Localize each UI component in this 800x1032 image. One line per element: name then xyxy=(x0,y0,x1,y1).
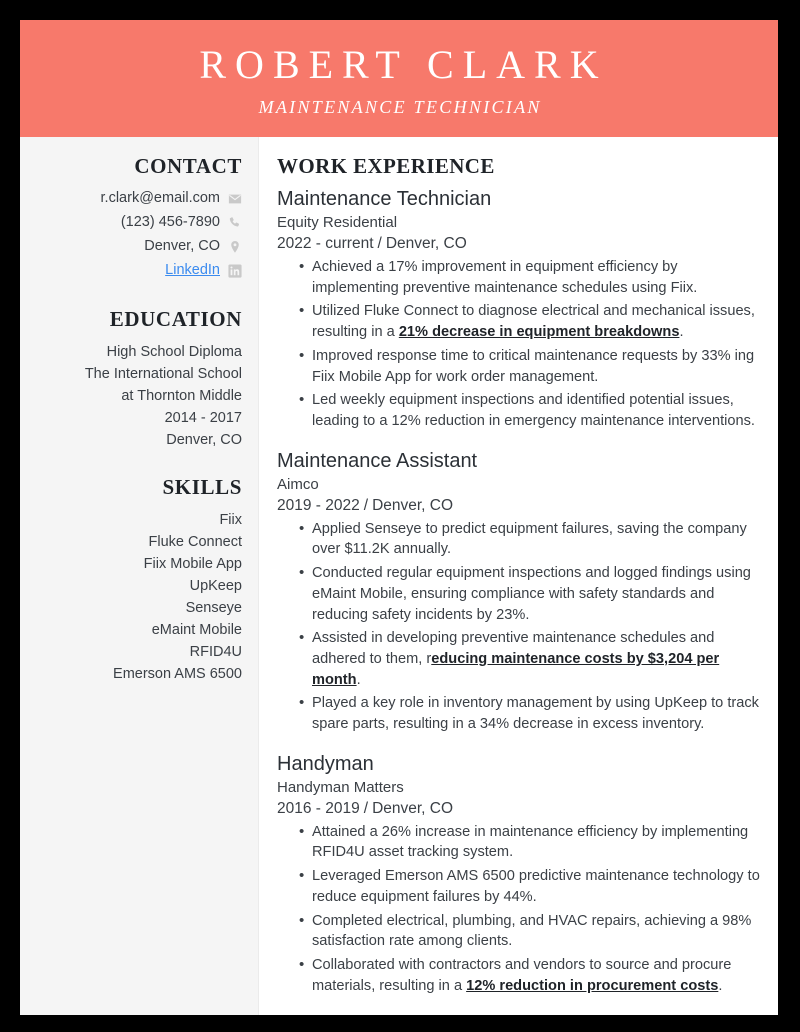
job-bullet xyxy=(299,693,766,734)
education-heading: EDUCATION xyxy=(109,307,242,332)
highlighted-achievement: 21% decrease in equipment breakdowns xyxy=(398,324,680,341)
education-list xyxy=(30,341,242,451)
skills-list xyxy=(30,509,242,685)
job-meta xyxy=(277,798,766,820)
job-meta-separator: / xyxy=(363,800,369,818)
job-meta xyxy=(277,495,766,517)
education-line: The International School xyxy=(84,366,242,383)
bullet-text: . xyxy=(356,671,361,688)
job-bullet xyxy=(299,346,766,387)
resume-page xyxy=(20,20,778,1015)
job-title: Maintenance Assistant xyxy=(277,449,478,472)
contact-item xyxy=(30,236,242,257)
skill-item: Fluke Connect xyxy=(148,534,242,551)
contact-value: (123) 456-7890 xyxy=(120,214,220,231)
job-dates: 2016 - 2019 xyxy=(277,800,360,818)
phone-icon xyxy=(228,216,242,230)
skill-item: RFID4U xyxy=(189,644,242,661)
job-company: Equity Residential xyxy=(277,214,398,231)
job-entry xyxy=(277,751,766,997)
job-bullet xyxy=(299,519,766,560)
job-location: Denver, CO xyxy=(372,800,454,818)
bullet-text: Played a key role in inventory management by using UpKeep to track spare parts, resulting in a 34% decrease in excess inventory. xyxy=(312,695,759,733)
job-meta xyxy=(277,233,766,255)
skill-item: Fiix Mobile App xyxy=(143,556,242,573)
contact-item xyxy=(30,212,242,233)
job-company: Aimco xyxy=(277,475,319,493)
bullet-text: Led weekly equipment inspections and identified potential issues, leading to a 12% reduction in emergency maintenance interventions. xyxy=(312,392,755,429)
bullet-text: Utilized Fluke Connect to diagnose electrical and mechanical issues, resulting in a xyxy=(312,303,755,341)
job-bullet-list xyxy=(277,519,766,735)
contact-item xyxy=(30,188,242,209)
job-company: Handyman Matters xyxy=(277,778,404,796)
job-bullet xyxy=(299,911,766,952)
contact-item[interactable] xyxy=(30,260,242,281)
candidate-name: ROBERT CLARK xyxy=(199,41,608,87)
bullet-text: Assisted in developing preventive maintenance schedules and adhered to them, r xyxy=(312,630,715,667)
highlighted-achievement: 12% reduction in procurement costs xyxy=(466,977,719,994)
bullet-text: Collaborated with contractors and vendors to source and procure materials, resulting in a xyxy=(312,957,732,994)
job-bullet xyxy=(299,955,766,996)
job-bullet xyxy=(299,390,766,431)
job-bullet xyxy=(299,822,766,863)
bullet-text: Achieved a 17% improvement in equipment efficiency by implementing preventive maintenance schedules using Fiix. xyxy=(312,258,698,296)
job-bullet xyxy=(299,628,766,690)
skill-item: UpKeep xyxy=(189,578,242,595)
skills-heading: SKILLS xyxy=(162,475,242,500)
job-entry xyxy=(277,448,766,735)
contact-heading: CONTACT xyxy=(134,154,242,178)
job-bullet-list xyxy=(277,822,766,997)
job-bullet xyxy=(299,257,766,298)
bullet-text: . xyxy=(679,324,684,341)
job-title: Maintenance Technician xyxy=(277,188,492,210)
job-meta-separator: / xyxy=(377,235,382,253)
job-dates: 2022 - current xyxy=(277,235,374,253)
bullet-text: Completed electrical, plumbing, and HVAC repairs, achieving a 98% satisfaction rate among clients. xyxy=(312,912,752,950)
job-title: Handyman xyxy=(277,752,374,775)
skill-item: Senseye xyxy=(185,600,242,617)
skill-item: Fiix xyxy=(219,512,242,529)
skill-item: Emerson AMS 6500 xyxy=(113,666,242,683)
linkedin-icon xyxy=(228,264,242,278)
bullet-text: Attained a 26% increase in maintenance efficiency by implementing RFID4U asset tracking system. xyxy=(312,823,749,861)
education-line: Denver, CO xyxy=(166,432,242,449)
work-experience-list xyxy=(277,186,766,997)
envelope-icon xyxy=(228,192,242,206)
location-pin-icon xyxy=(228,240,242,254)
job-meta-separator: / xyxy=(363,496,369,514)
job-location: Denver, CO xyxy=(372,496,454,514)
skill-item: eMaint Mobile xyxy=(151,622,242,639)
contact-link[interactable]: LinkedIn xyxy=(165,262,220,279)
bullet-text: . xyxy=(718,977,723,994)
education-line: High School Diploma xyxy=(106,344,242,361)
bullet-text: Leveraged Emerson AMS 6500 predictive maintenance technology to reduce equipment failures by 44%. xyxy=(312,868,760,905)
job-bullet xyxy=(299,301,766,342)
contact-section xyxy=(30,154,242,281)
resume-body xyxy=(20,137,778,1015)
job-bullet xyxy=(299,866,766,907)
work-experience-heading: WORK EXPERIENCE xyxy=(277,154,495,178)
contact-value: r.clark@email.com xyxy=(100,190,220,206)
candidate-job-title: MAINTENANCE TECHNICIAN xyxy=(258,96,542,117)
resume-header xyxy=(20,20,778,137)
contact-list xyxy=(30,188,242,281)
sidebar xyxy=(20,137,259,1015)
job-bullet xyxy=(299,563,766,625)
job-bullet-list xyxy=(277,257,766,432)
bullet-text: Conducted regular equipment inspections and logged findings using eMaint Mobile, ensuring compliance with safety standards and reducing safety incidents by 23%. xyxy=(312,565,751,623)
skills-section xyxy=(30,475,242,685)
contact-value: Denver, CO xyxy=(144,238,220,255)
job-location: Denver, CO xyxy=(385,235,467,253)
highlighted-achievement: educing maintenance costs by $3,204 per month xyxy=(312,650,720,688)
education-section xyxy=(30,307,242,451)
education-line: 2014 - 2017 xyxy=(164,410,242,427)
main-column xyxy=(259,137,778,1015)
job-entry xyxy=(277,186,766,432)
job-dates: 2019 - 2022 xyxy=(277,496,360,514)
bullet-text: Applied Senseye to predict equipment failures, saving the company over $11.2K annually. xyxy=(312,520,747,558)
education-line: at Thornton Middle xyxy=(121,388,242,405)
bullet-text: Improved response time to critical maintenance requests by 33% ing Fiix Mobile App for work order management. xyxy=(312,347,755,385)
